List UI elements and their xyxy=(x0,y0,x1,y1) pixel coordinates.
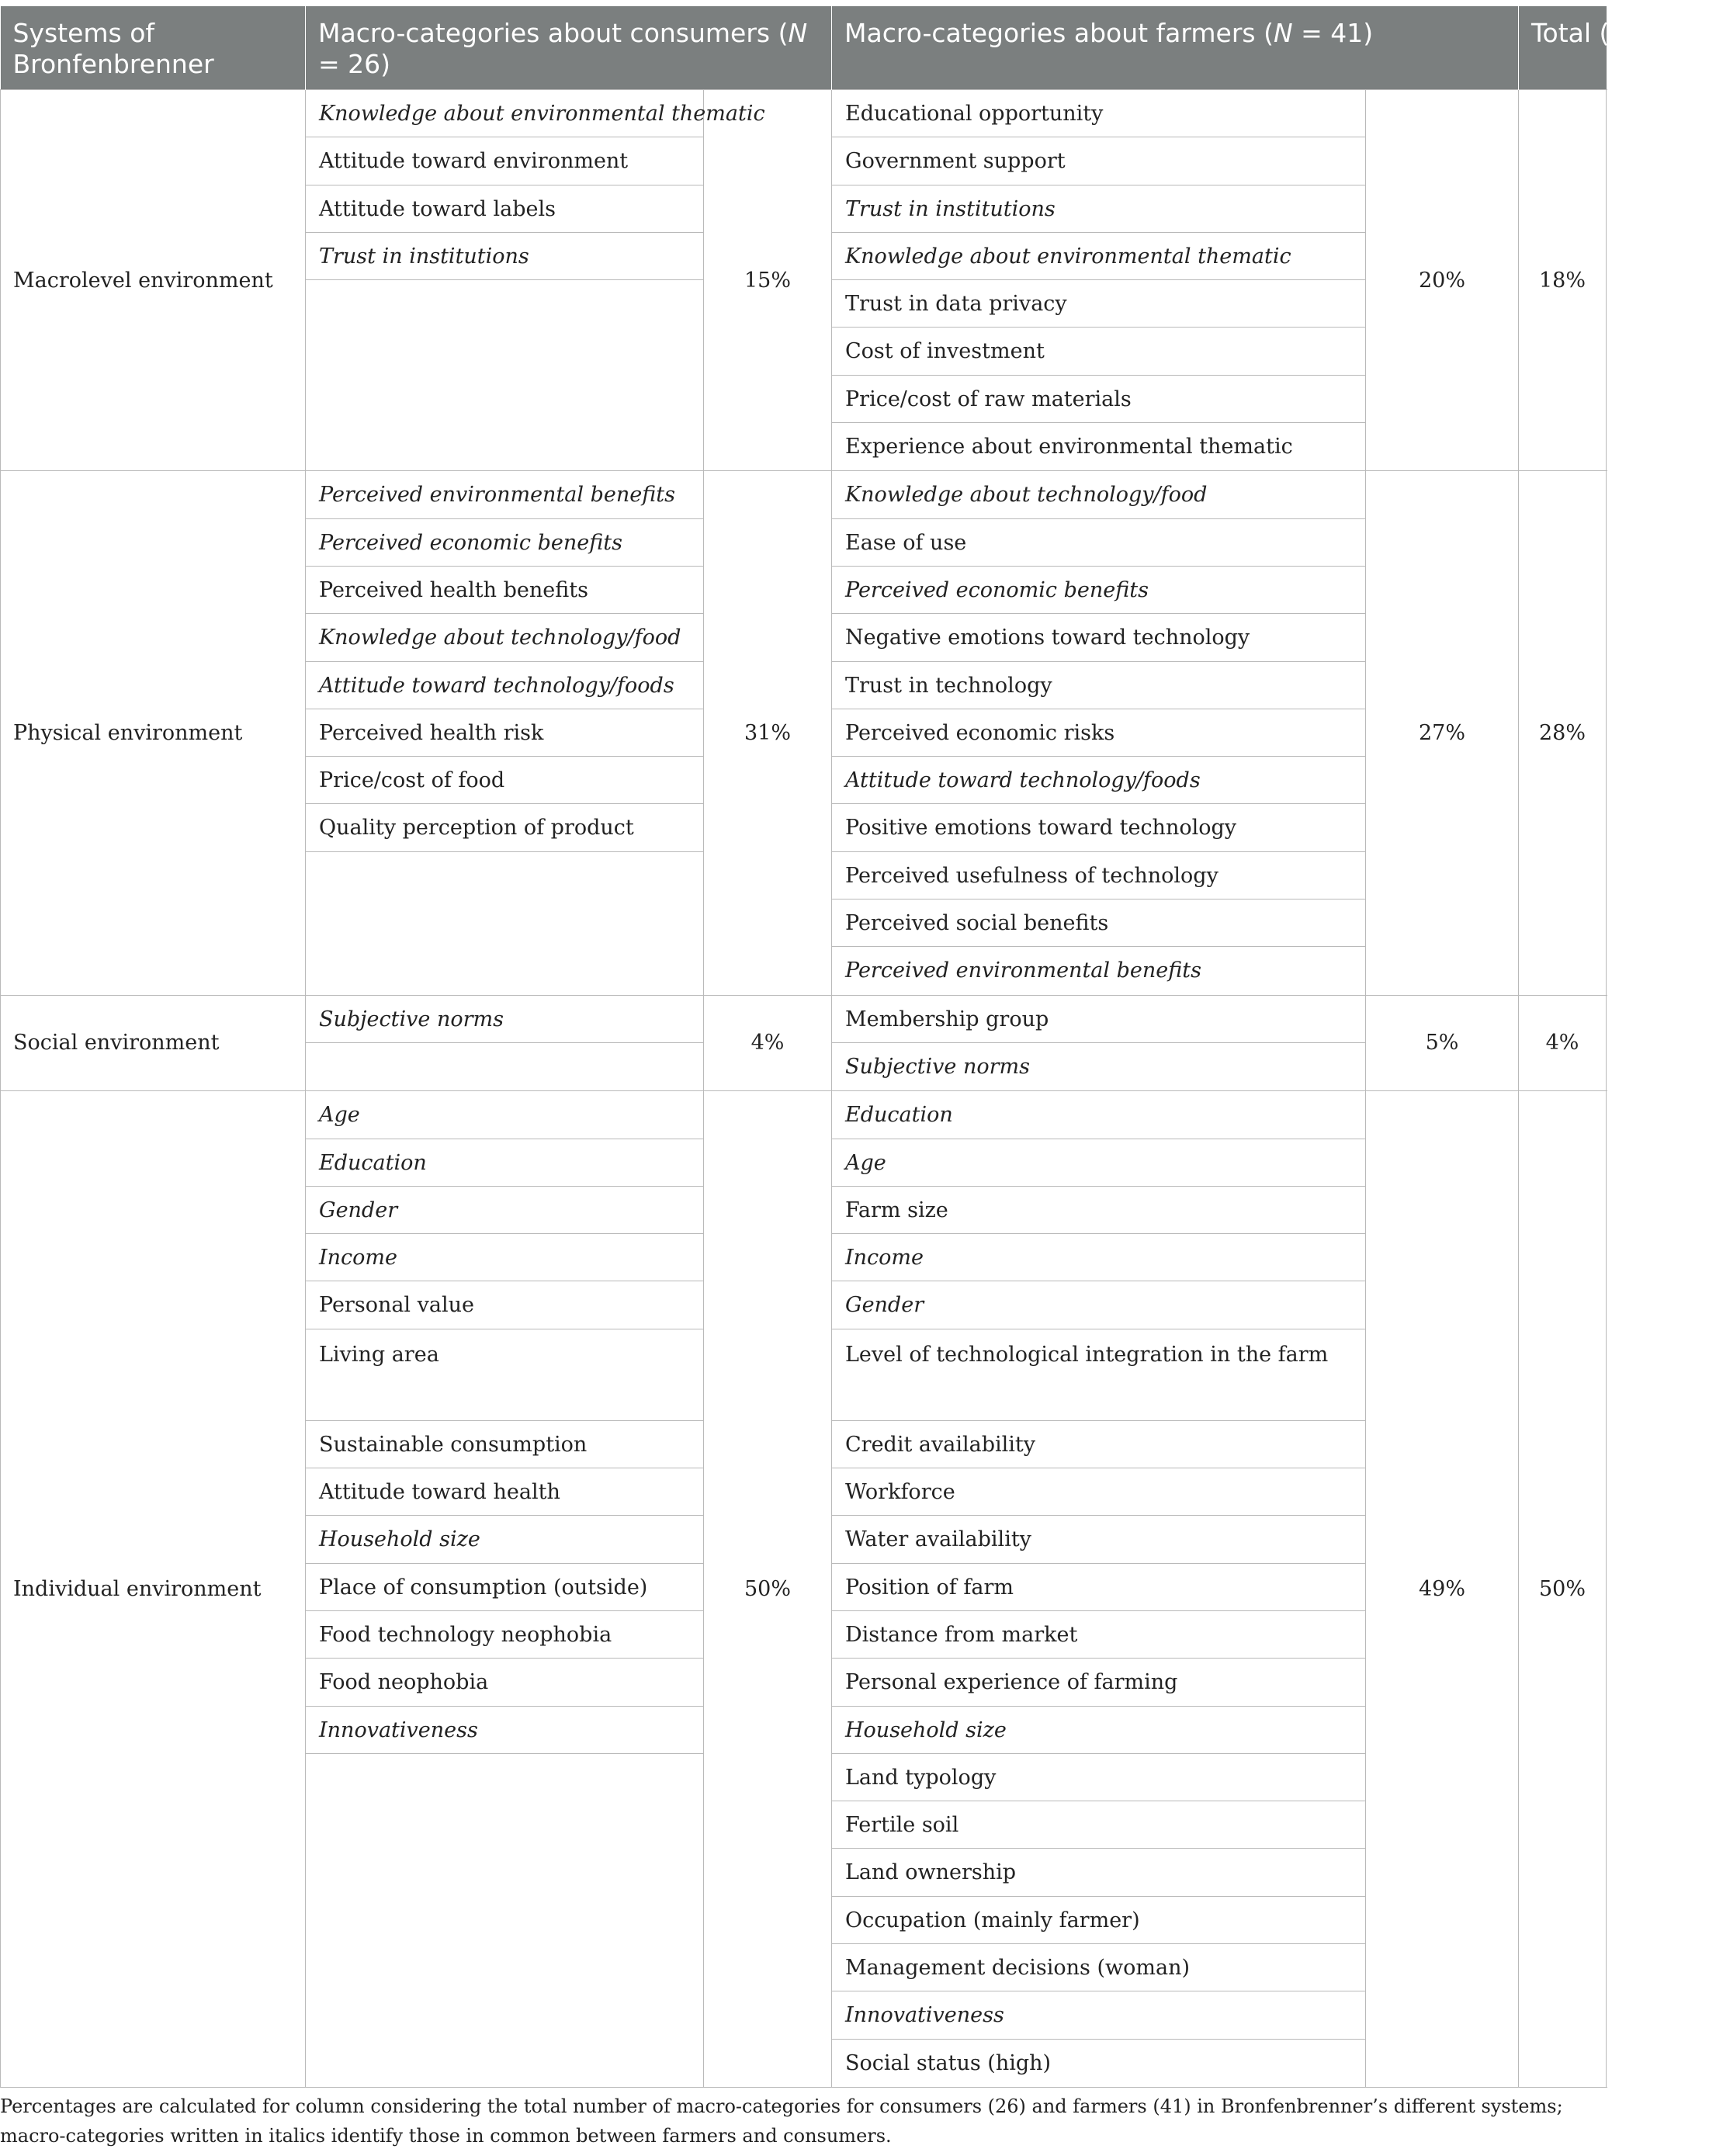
list-item: Sustainable consumption xyxy=(306,1421,703,1468)
list-item: Negative emotions toward technology xyxy=(832,614,1365,661)
system-name: Individual environment xyxy=(1,1091,306,2088)
farmers-percentage: 5% xyxy=(1366,995,1519,1091)
list-item: Household size xyxy=(832,1707,1365,1754)
farmers-percentage: 49% xyxy=(1366,1091,1519,2088)
list-item: Subjective norms xyxy=(845,1054,1030,1079)
list-item: Household size xyxy=(306,1516,703,1563)
list-item: Management decisions (woman) xyxy=(832,1944,1365,1991)
list-item: Membership group xyxy=(832,996,1365,1043)
list-item: Credit availability xyxy=(832,1421,1365,1468)
list-item: Price/cost of food xyxy=(306,757,703,804)
list-item: Knowledge about environmental thematic xyxy=(306,90,703,137)
list-item: Income xyxy=(306,1234,703,1281)
total-percentage: 4% xyxy=(1519,995,1607,1091)
consumers-percentage: 4% xyxy=(704,995,832,1091)
consumers-percentage: 50% xyxy=(704,1091,832,2088)
list-item: Position of farm xyxy=(832,1564,1365,1611)
list-item: Knowledge about environmental thematic xyxy=(832,233,1365,280)
table-row xyxy=(1,471,1607,995)
list-item: Trust in data privacy xyxy=(832,280,1365,328)
list-item: Education xyxy=(306,1139,703,1187)
list-item: Land typology xyxy=(832,1754,1365,1801)
table-row xyxy=(1,995,1607,1091)
list-item: Perceived environmental benefits xyxy=(845,958,1201,983)
system-name: Physical environment xyxy=(1,471,306,995)
list-item: Government support xyxy=(832,137,1365,185)
list-item: Subjective norms xyxy=(306,996,703,1043)
list-item: Attitude toward environment xyxy=(306,137,703,185)
header-consumers: Macro-categories about consumers (N = 26) xyxy=(306,6,832,90)
farmers-percentage: 20% xyxy=(1366,90,1519,471)
list-item: Personal value xyxy=(306,1281,703,1329)
farmers-categories-cell xyxy=(832,471,1366,995)
table-footnote: Percentages are calculated for column considering the total number of macro-categories for consumers (26) and farmers (41) in Bronfenbrenner’s different systems; macro-categories written in italics identify those in common between farmers and consumers. xyxy=(0,2095,1563,2147)
list-item: Land ownership xyxy=(832,1849,1365,1896)
list-item: Perceived health risk xyxy=(306,709,703,757)
list-item: Innovativeness xyxy=(306,1707,703,1754)
list-item: Trust in institutions xyxy=(832,185,1365,233)
list-item: Attitude toward technology/foods xyxy=(306,662,703,709)
list-item: Quality perception of product xyxy=(306,804,703,851)
list-item: Education xyxy=(832,1091,1365,1139)
system-name: Social environment xyxy=(1,995,306,1091)
list-item: Gender xyxy=(832,1281,1365,1329)
farmers-categories-cell xyxy=(832,1091,1366,2088)
system-name: Macrolevel environment xyxy=(1,90,306,471)
list-item: Farm size xyxy=(832,1187,1365,1234)
list-item: Food technology neophobia xyxy=(306,1611,703,1659)
list-item: Food neophobia xyxy=(306,1659,703,1706)
header-systems: Systems of Bronfenbrenner xyxy=(1,6,306,90)
list-item: Knowledge about technology/food xyxy=(306,614,703,661)
macro-categories-table xyxy=(0,6,1709,2088)
farmers-categories-cell xyxy=(832,90,1366,471)
farmers-percentage: 27% xyxy=(1366,471,1519,995)
list-item: Place of consumption (outside) xyxy=(306,1564,703,1611)
consumers-categories-cell xyxy=(306,471,704,995)
list-item: Trust in technology xyxy=(832,662,1365,709)
header-total: Total (N = 54) xyxy=(1519,6,1607,90)
list-item: Age xyxy=(832,1139,1365,1187)
list-item: Workforce xyxy=(832,1468,1365,1516)
list-item: Personal experience of farming xyxy=(832,1659,1365,1706)
list-item: Perceived social benefits xyxy=(832,899,1365,947)
header-farmers: Macro-categories about farmers (N = 41) xyxy=(832,6,1519,90)
list-item: Innovativeness xyxy=(832,1991,1365,2039)
table-row xyxy=(1,1091,1607,2088)
list-item: Distance from market xyxy=(832,1611,1365,1659)
list-item: Perceived economic risks xyxy=(832,709,1365,757)
table-row xyxy=(1,90,1607,471)
consumers-categories-cell xyxy=(306,90,765,471)
table-body xyxy=(1,90,1607,2088)
list-item: Attitude toward health xyxy=(306,1468,703,1516)
total-percentage: 18% xyxy=(1519,90,1607,471)
list-item: Knowledge about technology/food xyxy=(832,471,1365,518)
list-item: Age xyxy=(306,1091,703,1139)
list-item: Level of technological integration in the farm xyxy=(832,1329,1365,1421)
consumers-categories-cell xyxy=(306,995,704,1091)
list-item: Attitude toward technology/foods xyxy=(832,757,1365,804)
list-item: Perceived health benefits xyxy=(306,567,703,614)
list-item: Occupation (mainly farmer) xyxy=(832,1897,1365,1944)
consumers-categories-cell xyxy=(306,1091,704,2088)
farmers-categories-cell xyxy=(832,995,1366,1091)
list-item: Experience about environmental thematic xyxy=(845,435,1293,459)
total-percentage: 28% xyxy=(1519,471,1607,995)
list-item: Price/cost of raw materials xyxy=(832,376,1365,423)
list-item: Perceived environmental benefits xyxy=(306,471,703,518)
list-item: Living area xyxy=(306,1329,703,1421)
list-item: Positive emotions toward technology xyxy=(832,804,1365,851)
consumers-percentage: 15% xyxy=(704,90,832,471)
list-item: Social status (high) xyxy=(845,2050,1052,2075)
list-item: Trust in institutions xyxy=(306,233,703,280)
table-header-row xyxy=(1,6,1607,90)
list-item: Ease of use xyxy=(832,519,1365,567)
list-item: Perceived economic benefits xyxy=(832,567,1365,614)
consumers-percentage: 31% xyxy=(704,471,832,995)
list-item: Attitude toward labels xyxy=(306,185,703,233)
list-item: Cost of investment xyxy=(832,328,1365,375)
list-item: Perceived usefulness of technology xyxy=(832,852,1365,899)
list-item: Water availability xyxy=(832,1516,1365,1563)
list-item: Income xyxy=(832,1234,1365,1281)
list-item: Fertile soil xyxy=(832,1801,1365,1849)
list-item: Gender xyxy=(306,1187,703,1234)
list-item: Educational opportunity xyxy=(832,90,1365,137)
list-item: Perceived economic benefits xyxy=(306,519,703,567)
total-percentage: 50% xyxy=(1519,1091,1607,2088)
